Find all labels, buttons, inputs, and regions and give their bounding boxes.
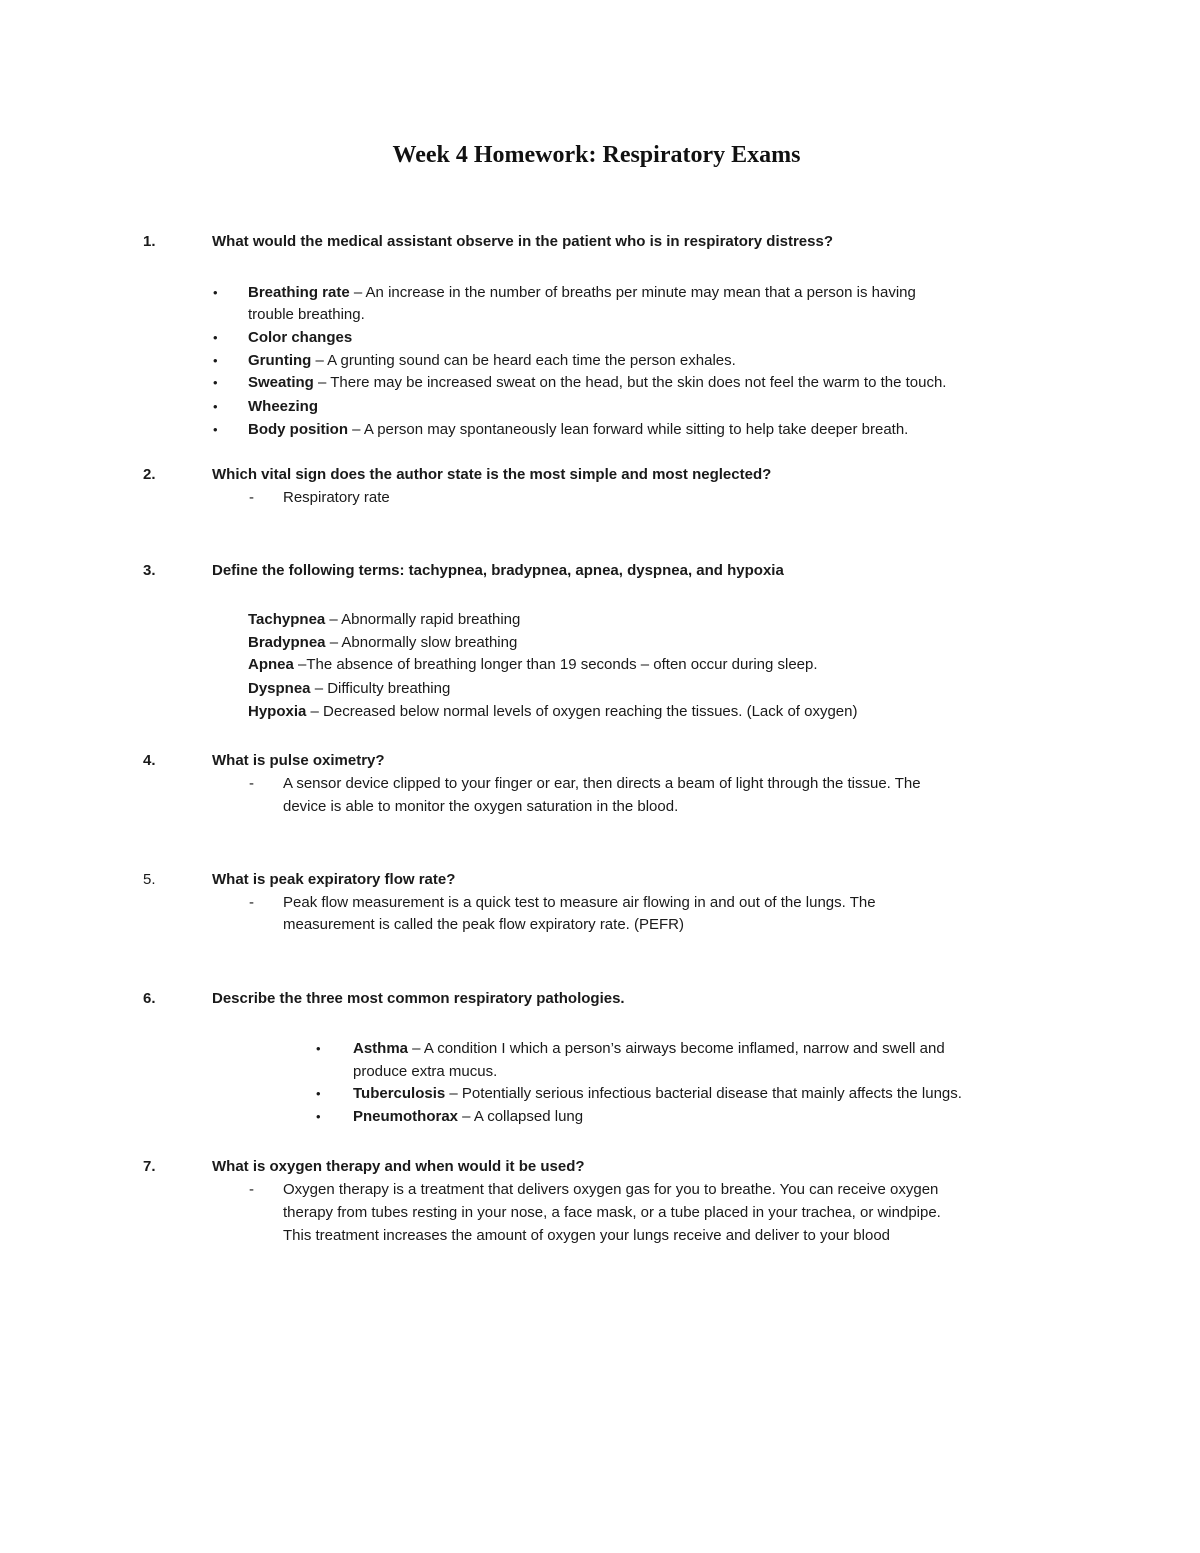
- list-item: [353, 1040, 945, 1057]
- bullet-icon: •: [213, 399, 218, 414]
- dash-icon: -: [249, 489, 254, 506]
- definition-item: [248, 634, 517, 651]
- bullet-icon: •: [213, 353, 218, 368]
- list-item: [248, 421, 908, 438]
- question-1-text: What would the medical assistant observe in the patient who is in respiratory distress?: [212, 233, 833, 250]
- question-3-number: 3.: [143, 562, 156, 579]
- list-item-term: Breathing rate: [248, 284, 350, 301]
- list-item-term: Wheezing: [248, 398, 318, 415]
- question-7-text: What is oxygen therapy and when would it be used?: [212, 1158, 585, 1175]
- list-item-desc: – There may be increased sweat on the head, but the skin does not feel the warm to the touch.: [313, 374, 947, 391]
- answer-text-continued: therapy from tubes resting in your nose, a face mask, or a tube placed in your trachea, or windpipe.: [283, 1204, 941, 1221]
- dash-icon: -: [249, 894, 254, 911]
- question-4-number: 4.: [143, 752, 156, 769]
- bullet-icon: •: [213, 375, 218, 390]
- bullet-icon: •: [316, 1109, 321, 1124]
- list-item-desc-continued: trouble breathing.: [248, 306, 365, 323]
- list-item: [248, 374, 946, 391]
- definition-desc: – Abnormally rapid breathing: [325, 611, 521, 628]
- definition-term: Bradypnea: [248, 634, 326, 651]
- bullet-icon: •: [316, 1041, 321, 1056]
- list-item-desc: – A condition I which a person’s airways become inflamed, narrow and swell and: [408, 1040, 945, 1057]
- bullet-icon: •: [213, 285, 218, 300]
- list-item-desc: – A person may spontaneously lean forward while sitting to help take deeper breath.: [348, 421, 909, 438]
- definition-term: Dyspnea: [248, 680, 311, 697]
- list-item-term: Grunting: [248, 352, 312, 369]
- question-5-text: What is peak expiratory flow rate?: [212, 871, 456, 888]
- question-2-text: Which vital sign does the author state is the most simple and most neglected?: [212, 466, 772, 483]
- list-item-term: Body position: [248, 421, 348, 438]
- definition-item: [248, 611, 520, 628]
- list-item-desc: – An increase in the number of breaths per minute may mean that a person is having: [349, 284, 916, 301]
- definition-term: Apnea: [248, 656, 294, 673]
- question-3-text: Define the following terms: tachypnea, bradypnea, apnea, dyspnea, and hypoxia: [212, 562, 784, 579]
- definition-item: [248, 680, 450, 697]
- definition-desc: – Difficulty breathing: [310, 680, 451, 697]
- list-item-desc: – Potentially serious infectious bacterial disease that mainly affects the lungs.: [445, 1085, 962, 1102]
- definition-term: Hypoxia: [248, 703, 307, 720]
- definition-desc: –The absence of breathing longer than 19 seconds – often occur during sleep.: [293, 656, 818, 673]
- page-title: Week 4 Homework: Respiratory Exams: [392, 142, 801, 168]
- definition-desc: – Abnormally slow breathing: [325, 634, 518, 651]
- answer-text-continued: This treatment increases the amount of oxygen your lungs receive and deliver to your blood: [283, 1227, 891, 1244]
- question-4-text: What is pulse oximetry?: [212, 752, 385, 769]
- list-item-term: Sweating: [248, 374, 314, 391]
- answer-text-continued: measurement is called the peak flow expiratory rate. (PEFR): [283, 916, 684, 933]
- definition-term: Tachypnea: [248, 611, 326, 628]
- question-1-number: 1.: [143, 233, 156, 250]
- list-item: [353, 1085, 962, 1102]
- list-item-desc: – A collapsed lung: [458, 1108, 584, 1125]
- list-item-term: Color changes: [248, 329, 353, 346]
- list-item-desc: – A grunting sound can be heard each time the person exhales.: [311, 352, 736, 369]
- answer-text: Peak flow measurement is a quick test to measure air flowing in and out of the lungs. The: [283, 894, 876, 911]
- definition-item: [248, 656, 818, 673]
- question-7-number: 7.: [143, 1158, 156, 1175]
- list-item-term: Asthma: [353, 1040, 409, 1057]
- definition-desc: – Decreased below normal levels of oxygen reaching the tissues. (Lack of oxygen): [306, 703, 858, 720]
- definition-item: [248, 703, 858, 720]
- list-item-term: Pneumothorax: [353, 1108, 459, 1125]
- bullet-icon: •: [316, 1086, 321, 1101]
- answer-text: Oxygen therapy is a treatment that delivers oxygen gas for you to breathe. You can receive oxygen: [283, 1181, 939, 1198]
- list-item: [248, 284, 916, 301]
- list-item: [248, 329, 352, 346]
- answer-text: Respiratory rate: [283, 489, 390, 506]
- bullet-icon: •: [213, 422, 218, 437]
- list-item-term: Tuberculosis: [353, 1085, 446, 1102]
- list-item: [248, 352, 736, 369]
- bullet-icon: •: [213, 330, 218, 345]
- question-2-number: 2.: [143, 466, 156, 483]
- list-item: [248, 398, 318, 415]
- answer-text: A sensor device clipped to your finger or ear, then directs a beam of light through the tissue. The: [283, 775, 921, 792]
- list-item: [353, 1108, 583, 1125]
- dash-icon: -: [249, 1181, 254, 1198]
- question-6-text: Describe the three most common respiratory pathologies.: [212, 990, 625, 1007]
- question-5-number: 5.: [143, 871, 156, 888]
- list-item-desc-continued: produce extra mucus.: [353, 1063, 498, 1080]
- question-6-number: 6.: [143, 990, 156, 1007]
- answer-text-continued: device is able to monitor the oxygen saturation in the blood.: [283, 798, 679, 815]
- dash-icon: -: [249, 775, 254, 792]
